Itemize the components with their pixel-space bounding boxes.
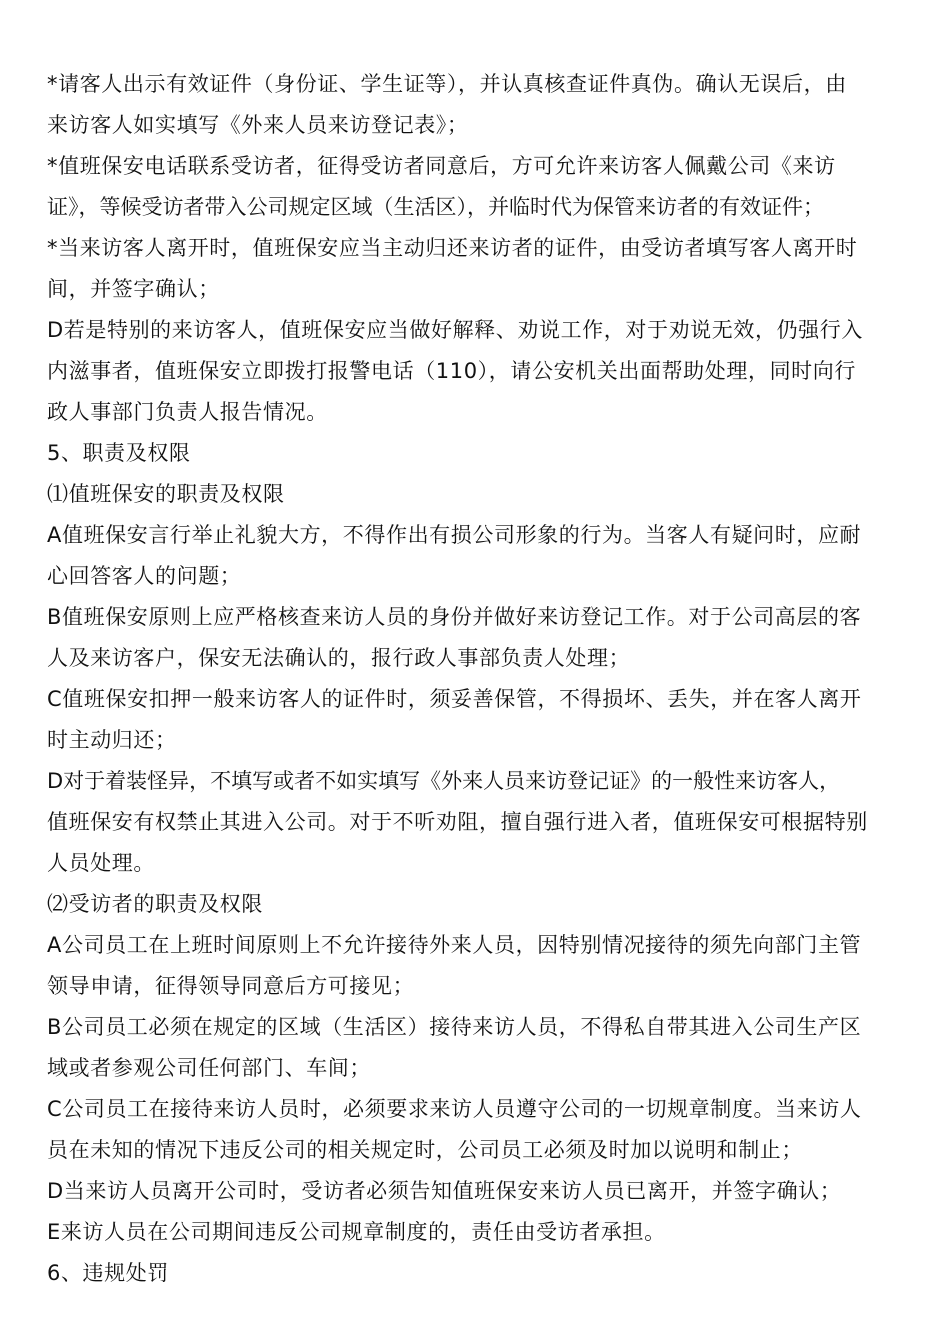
text-line: 人及来访客户，保安无法确认的，报行政人事部负责人处理；: [47, 646, 631, 670]
subsection-heading: ⑴值班保安的职责及权限: [47, 482, 285, 506]
text-line: *值班保安电话联系受访者，征得受访者同意后，方可允许来访客人佩戴公司《来访: [47, 154, 836, 178]
section-heading: 5、职责及权限: [47, 441, 191, 465]
text-line: 间，并签字确认；: [47, 277, 220, 301]
text-line: 证》，等候受访者带入公司规定区域（生活区），并临时代为保管来访者的有效证件；: [47, 195, 824, 219]
text-line: *请客人出示有效证件（身份证、学生证等），并认真核查证件真伪。确认无误后，由: [47, 72, 847, 96]
subsection-heading: ⑵受访者的职责及权限: [47, 892, 263, 916]
text-line: 政人事部门负责人报告情况。: [47, 400, 328, 424]
text-line: A值班保安言行举止礼貌大方，不得作出有损公司形象的行为。当客人有疑问时，应耐: [47, 523, 862, 547]
text-line: *当来访客人离开时，值班保安应当主动归还来访者的证件，由受访者填写客人离开时: [47, 236, 858, 260]
text-line: 内滋事者，值班保安立即拨打报警电话（110），请公安机关出面帮助处理，同时向行: [47, 359, 856, 383]
text-line: 来访客人如实填写《外来人员来访登记表》；: [47, 113, 469, 137]
text-line: D若是特别的来访客人，值班保安应当做好解释、劝说工作，对于劝说无效，仍强行入: [47, 318, 863, 342]
text-line: 值班保安有权禁止其进入公司。对于不听劝阻，擅自强行进入者，值班保安可根据特别: [47, 810, 868, 834]
section-heading: 6、违规处罚: [47, 1261, 169, 1285]
text-line: D对于着装怪异，不填写或者不如实填写《外来人员来访登记证》的一般性来访客人，: [47, 769, 841, 793]
text-line: 域或者参观公司任何部门、车间；: [47, 1056, 371, 1080]
text-line: 心回答客人的问题；: [47, 564, 242, 588]
text-line: 人员处理。: [47, 851, 155, 875]
text-line: 员在未知的情况下违反公司的相关规定时，公司员工必须及时加以说明和制止；: [47, 1138, 803, 1162]
text-line: A公司员工在上班时间原则上不允许接待外来人员，因特别情况接待的须先向部门主管: [47, 933, 862, 957]
text-line: C值班保安扣押一般来访客人的证件时，须妥善保管，不得损坏、丢失，并在客人离开: [47, 687, 862, 711]
text-line: E来访人员在公司期间违反公司规章制度的，责任由受访者承担。: [47, 1220, 666, 1244]
text-line: B公司员工必须在规定的区域（生活区）接待来访人员，不得私自带其进入公司生产区: [47, 1015, 862, 1039]
text-line: 领导申请，征得领导同意后方可接见；: [47, 974, 415, 998]
text-line: C公司员工在接待来访人员时，必须要求来访人员遵守公司的一切规章制度。当来访人: [47, 1097, 862, 1121]
text-line: 时主动归还；: [47, 728, 177, 752]
text-line: B值班保安原则上应严格核查来访人员的身份并做好来访登记工作。对于公司高层的客: [47, 605, 862, 629]
text-line: D当来访人员离开公司时，受访者必须告知值班保安来访人员已离开，并签字确认；: [47, 1179, 842, 1203]
